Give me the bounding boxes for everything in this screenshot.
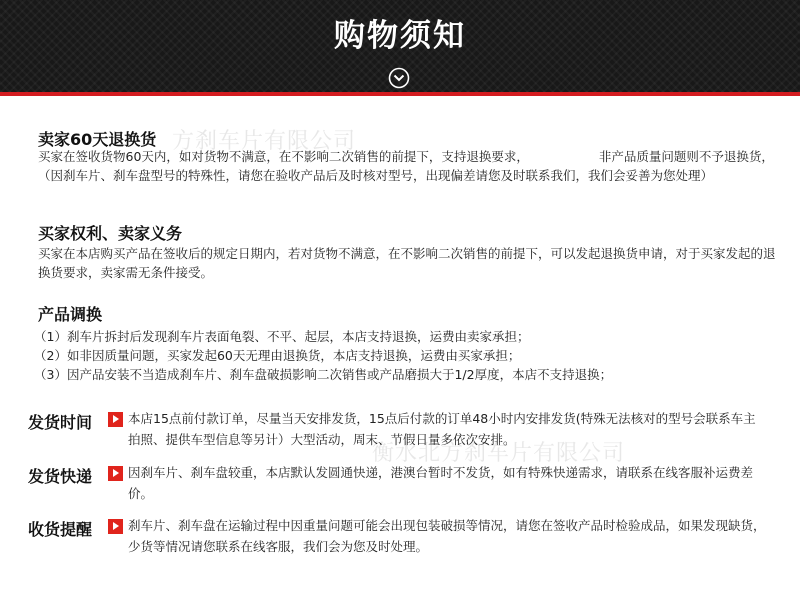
section-body-rights: 买家在本店购买产品在签收后的规定日期内，若对货物不满意，在不影响二次销售的前提下，可以发起退换货申请，对于买家发起的退换货要求，卖家需无条件接受。 (38, 246, 776, 280)
row-text-courier: 因刹车片、刹车盘较重，本店默认发圆通快递，港澳台暂时不发货，如有特殊快递需求，请联系在线客服补运费差价。 (128, 465, 754, 501)
row-label-ship-time: 发货时间 (28, 413, 93, 432)
section-body-return (38, 147, 778, 185)
row-text-ship-time: 本店15点前付款订单，尽量当天安排发货，15点后付款的订单48小时内安排发货(特殊无法核对的型号会联系车主拍照、提供车型信息等另计）大型活动，周末、节假日量多依次安排。 (128, 411, 756, 447)
watermark-top: 方刹车片有限公司 (172, 129, 357, 154)
exchange-list (34, 327, 774, 384)
row-label-receipt: 收货提醒 (28, 520, 93, 539)
row-label-courier: 发货快递 (28, 467, 93, 486)
section-title-rights: 买家权利、卖家义务 (38, 224, 183, 243)
arrow-right-icon (108, 466, 123, 481)
list-item: （1）刹车片拆封后发现刹车片表面龟裂、不平、起层，本店支持退换，运费由卖家承担； (34, 329, 530, 344)
section-body-return-part2: 非产品质量问题则不予退换货，（因刹车片、刹车盘型号的特殊性，请您在验收产品后及时核对型号，出现偏差请您及时联系我们，我们会妥善为您处理） (38, 149, 774, 183)
arrow-right-icon (108, 412, 123, 427)
section-body-return-part1: 买家在签收货物60天内，如对货物不满意，在不影响二次销售的前提下，支持退换要求， (38, 149, 529, 164)
header-accent-line (0, 92, 800, 96)
chevron-down-circle-icon (388, 67, 410, 89)
arrow-right-icon (108, 519, 123, 534)
section-title-exchange: 产品调换 (38, 305, 103, 324)
list-item: （2）如非因质量问题，买家发起60天无理由退换货，本店支持退换，运费由买家承担； (34, 348, 521, 363)
list-item: （3）因产品安装不当造成刹车片、刹车盘破损影响二次销售或产品磨损大于1/2厚度，本店不支持退换； (34, 367, 613, 382)
page-title: 购物须知 (334, 18, 466, 54)
section-title-return: 卖家60天退换货 (38, 130, 157, 149)
header-banner (0, 0, 800, 92)
watermark-bottom: 衡水北方刹车片有限公司 (372, 441, 626, 466)
row-text-receipt: 刹车片、刹车盘在运输过程中因重量问题可能会出现包装破损等情况，请您在签收产品时检验成品，如果发现缺货，少货等情况请您联系在线客服，我们会为您及时处理。 (128, 518, 766, 554)
